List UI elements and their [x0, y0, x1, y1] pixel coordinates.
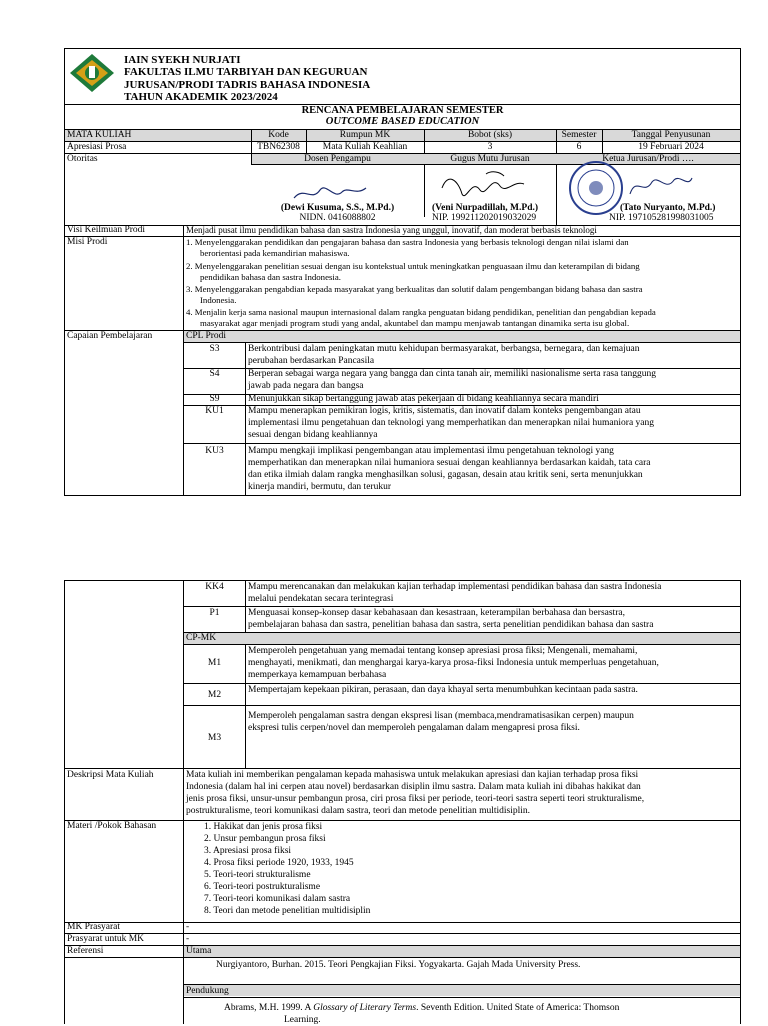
course-code: TBN62308	[257, 142, 300, 152]
signature-dosen	[290, 180, 370, 204]
institution-logo	[68, 52, 116, 94]
cpl-text: Menunjukkan sikap bertanggung jawab atas pekerjaan di bidang keahliannya secara mandiri	[248, 394, 599, 404]
deskripsi-line: Mata kuliah ini memberikan pengalaman kepada mahasiswa untuk melakukan apresiasi dan kajian terhadap prosa fiksi	[186, 770, 639, 780]
course-date: 19 Februari 2024	[638, 142, 704, 152]
institution-name: IAIN SYEKH NURJATI	[124, 54, 241, 66]
col-kode: Kode	[268, 130, 289, 140]
cpl-code: S3	[209, 344, 220, 354]
cpl-text: Berkontribusi dalam peningkatan mutu kehidupan bermasyarakat, berbangsa, bernegara, dan kemajuan	[248, 344, 640, 354]
materi-item: 4. Prosa fiksi periode 1920, 1933, 1945	[204, 858, 354, 868]
cpl-code: S9	[209, 394, 220, 404]
misi-label: Misi Prodi	[67, 237, 108, 247]
cpl-text: Mampu mengkaji implikasi pengembangan atau implementasi ilmu pengetahuan teknologi yang	[248, 446, 614, 456]
referensi-utama-label: Utama	[186, 946, 212, 956]
cpmk-text: Mempertajam kepekaan pikiran, perasaan, dan daya khayal serta menumbuhkan kecintaan pada sastra.	[248, 685, 638, 695]
prasyarat-untuk-value: -	[186, 934, 190, 944]
id-dosen: NIDN. 0416088802	[299, 213, 376, 223]
role-gugus: Gugus Mutu Jurusan	[450, 154, 530, 164]
deskripsi-line: jenis prosa fiksi, unsur-unsur pembangun prosa, ciri prosa fiksi per periode, teori-teori sastra seperti teori strukturalisme,	[186, 794, 645, 804]
misi-2b: pendidikan bahasa dan sastra Indonesia.	[200, 272, 341, 282]
course-rumpun: Mata Kuliah Keahlian	[322, 142, 408, 152]
cpmk-text: memperkaya kemampuan berbahasa	[248, 670, 387, 680]
official-stamp	[568, 160, 624, 216]
misi-2a: 2. Menyelenggarakan penelitian sesuai dengan isu kontekstual untuk meningkatkan penguasaan ilmu dan keterampilan di bidang	[186, 261, 640, 271]
materi-item: 7. Teori-teori komunikasi dalam sastra	[204, 894, 351, 904]
col-rumpun: Rumpun MK	[339, 130, 391, 140]
cpl-text: pembelajaran bahasa dan sastra, penelitian bahasa dan sastra, serta penelitian pendidikan bahasa dan sastra	[248, 620, 654, 630]
deskripsi-line: Indonesia (dalam hal ini cerpen atau novel) berdasarkan disiplin ilmu sastra. Dalam mata kuliah ini dibahas hakikat dan	[186, 782, 641, 792]
materi-item: 1. Hakikat dan jenis prosa fiksi	[204, 822, 323, 832]
misi-4a: 4. Menjalin kerja sama nasional maupun internasional dalam rangka penguatan bidang pendidikan, penelitian dan pengabdian kepada	[186, 307, 656, 317]
cpl-text: perubahan berdasarkan Pancasila	[248, 356, 375, 366]
name-ketua: (Tato Nuryanto, M.Pd.)	[620, 203, 716, 213]
faculty-name: FAKULTAS ILMU TARBIYAH DAN KEGURUAN	[124, 66, 368, 78]
cpl-code: KU1	[205, 406, 224, 416]
cpl-text: implementasi ilmu pengetahuan dan teknologi yang memperhatikan dan menerapkan nilai humaniora yang	[248, 418, 654, 428]
cpl-text: jawab pada negara dan bangsa	[248, 381, 364, 391]
cpl-text: Berperan sebagai warga negara yang bangga dan cinta tanah air, memiliki nasionalisme serta rasa tanggung	[248, 369, 657, 379]
col-mata-kuliah: MATA KULIAH	[67, 130, 132, 140]
deskripsi-line: postrukturalisme, teori komunikasi dalam sastra, teori dan metode penelitian multidisiplin.	[186, 806, 531, 816]
cpl-text: Menguasai konsep-konsep dasar kebahasaan dan kesastraan, keterampilan berbahasa dan bersastra,	[248, 608, 625, 618]
materi-item: 6. Teori-teori postrukturalisme	[204, 882, 321, 892]
visi-label: Visi Keilmuan Prodi	[67, 225, 146, 235]
materi-item: 5. Teori-teori strukturalisme	[204, 870, 311, 880]
cpmk-text: Memperoleh pengalaman sastra dengan ekspresi lisan (membaca,mendramatisasikan cerpen) maupun	[248, 711, 634, 721]
cpmk-code: M2	[207, 690, 222, 700]
mk-prasyarat-label: MK Prasyarat	[67, 922, 121, 932]
cpl-text: Mampu merencanakan dan melakukan kajian terhadap implementasi pendidikan bahasa dan sastra Indonesia	[248, 582, 662, 592]
cpl-text: melalui pendekatan secara terintegrasi	[248, 594, 394, 604]
referensi-pendukung: Abrams, M.H. 1999. A Glossary of Literary Terms. Seventh Edition. United State of America: Thomson	[224, 1003, 620, 1013]
misi-1a: 1. Menyelenggarakan pendidikan dan pengajaran bahasa dan sastra Indonesia yang berbasis teknologi dengan nilai islami dan	[186, 237, 629, 247]
cpl-text: kinerja mandiri, bermutu, dan terukur	[248, 482, 391, 492]
materi-item: 8. Teori dan metode penelitian multidisiplin	[204, 906, 371, 916]
cpl-text: memperhatikan dan menerapkan nilai humaniora sesuai dengan keahliannya berdasarkan kaidah, tata cara	[248, 458, 651, 468]
cpl-text: dan etika ilmiah dalam rangka menghasilkan solusi, gagasan, desain atau kritik seni, serta menunjukkan	[248, 470, 643, 480]
referensi-label: Referensi	[67, 946, 104, 956]
cpmk-code: M1	[207, 658, 222, 668]
referensi-pendukung-line2: Learning.	[284, 1015, 321, 1025]
academic-year: TAHUN AKADEMIK 2023/2024	[124, 91, 278, 103]
capaian-label: Capaian Pembelajaran	[67, 331, 153, 341]
course-semester: 6	[576, 142, 582, 152]
department-name: JURUSAN/PRODI TADRIS BAHASA INDONESIA	[124, 79, 371, 91]
otoritas-label: Otoritas	[67, 154, 98, 164]
mk-prasyarat-value: -	[186, 922, 190, 932]
materi-item: 3. Apresiasi prosa fiksi	[204, 846, 292, 856]
cpmk-text: ekspresi tulis cerpen/novel dan memperoleh pengalaman dalam mengapresi prosa fiksi.	[248, 723, 580, 733]
col-semester: Semester	[561, 130, 597, 140]
id-gugus: NIP. 199211202019032029	[432, 213, 537, 223]
prasyarat-untuk-label: Prasyarat untuk MK	[67, 934, 145, 944]
name-gugus: (Veni Nurpadillah, M.Pd.)	[432, 203, 539, 213]
signature-gugus	[438, 168, 528, 206]
materi-label: Materi /Pokok Bahasan	[67, 821, 157, 831]
cpl-code: KU3	[205, 446, 224, 456]
cpmk-text: menghayati, menikmati, dan menghargai karya-karya prosa-fiksi Indonesia untuk memperluas pengetahuan,	[248, 658, 659, 668]
cpmk-text: Memperoleh pengetahuan yang memadai tentang konsep apresiasi prosa fiksi; Mengenali, memahami,	[248, 646, 638, 656]
deskripsi-label: Deskripsi Mata Kuliah	[67, 770, 154, 780]
cpl-text: Mampu menerapkan pemikiran logis, kritis, sistematis, dan inovatif dalam konteks pengembangan atau	[248, 406, 641, 416]
visi-text: Menjadi pusat ilmu pendidikan bahasa dan sastra Indonesia yang unggul, inovatif, dan moderat berbasis teknologi	[186, 225, 597, 235]
col-bobot: Bobot (sks)	[467, 130, 513, 140]
cpmk-label: CP-MK	[186, 633, 217, 643]
misi-3b: Indonesia.	[200, 295, 237, 305]
col-tanggal: Tanggal Penyusunan	[631, 130, 711, 140]
cpl-text: sesuai dengan bidang keahliannya	[248, 430, 378, 440]
cpl-code: P1	[209, 608, 220, 618]
cpl-code: S4	[209, 369, 220, 379]
referensi-utama: Nurgiyantoro, Burhan. 2015. Teori Pengkajian Fiksi. Yogyakarta. Gajah Mada University Press.	[216, 960, 581, 970]
course-sks: 3	[487, 142, 493, 152]
signature-ketua	[626, 170, 696, 200]
referensi-pendukung-label: Pendukung	[186, 986, 229, 996]
materi-item: 2. Unsur pembangun prosa fiksi	[204, 834, 326, 844]
misi-4b: masyarakat agar menjadi program studi yang andal, akuntabel dan mampu menjawab tantangan dinamika serta isu global.	[200, 318, 630, 328]
id-ketua: NIP. 197105281998031005	[609, 213, 714, 223]
cpmk-code: M3	[207, 733, 222, 743]
cpl-code: KK4	[205, 582, 224, 592]
misi-3a: 3. Menyelenggarakan pengabdian kepada masyarakat yang berkualitas dan solutif dalam pengembangan bidang bahasa dan sastra	[186, 284, 643, 294]
name-dosen: (Dewi Kusuma, S.S., M.Pd.)	[280, 203, 395, 213]
cpl-prodi-label: CPL Prodi	[186, 331, 227, 341]
misi-1b: berorientasi pada kemandirian mahasiswa.	[200, 248, 350, 258]
role-ketua: Ketua Jurusan/Prodi ….	[602, 154, 694, 164]
document-title: RENCANA PEMBELAJARAN SEMESTER	[301, 105, 504, 116]
document-subtitle: OUTCOME BASED EDUCATION	[325, 116, 480, 127]
course-name: Apresiasi Prosa	[67, 142, 127, 152]
role-dosen: Dosen Pengampu	[304, 154, 371, 164]
